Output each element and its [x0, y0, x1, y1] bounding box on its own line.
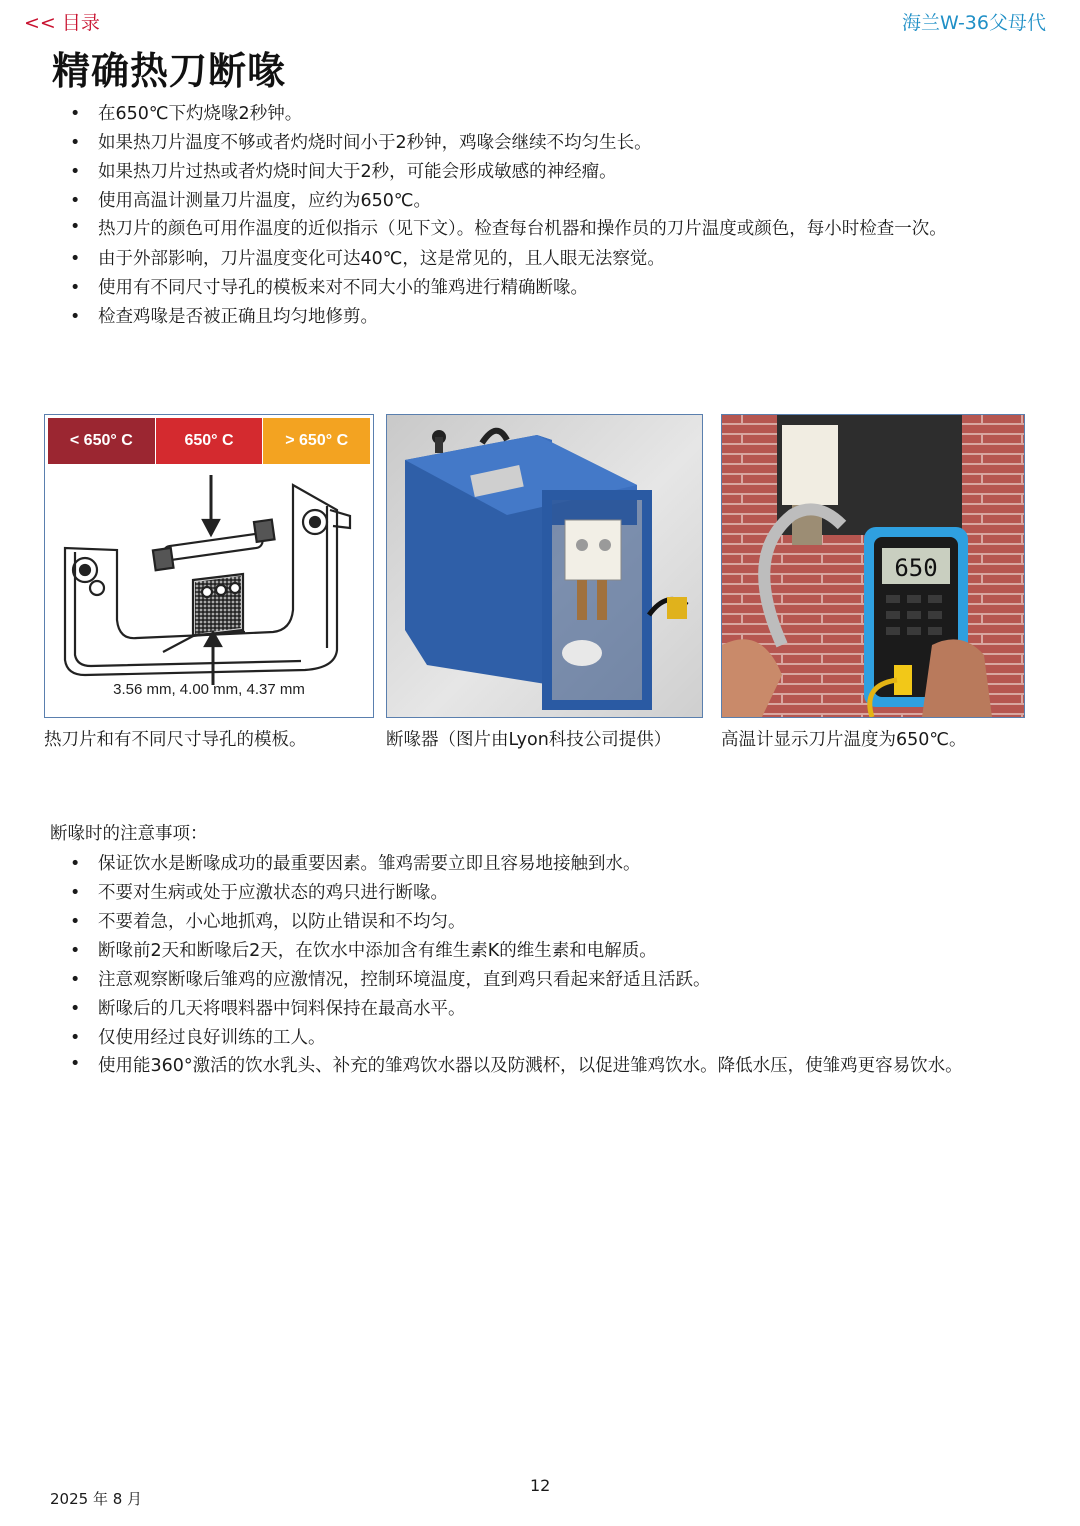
list-item: • 使用有不同尺寸导孔的模板来对不同大小的雏鸡进行精确断喙。	[70, 274, 1040, 303]
toc-link[interactable]: << 目录	[24, 12, 100, 34]
pyrometer-reading: 650	[894, 554, 938, 582]
temp-cell-target: 650° C	[156, 418, 264, 464]
guide-hole-dimensions: 3.56 mm, 4.00 mm, 4.37 mm	[113, 681, 305, 698]
list-item: • 如果热刀片过热或者灼烧时间大于2秒，可能会形成敏感的神经瘤。	[70, 158, 1040, 187]
list-item: • 注意观察断喙后雏鸡的应激情况，控制环境温度，直到鸡只看起来舒适且活跃。	[70, 966, 1040, 995]
list-item: • 使用能360°激活的饮水乳头、补充的雏鸡饮水器以及防溅杯，以促进雏鸡饮水。降低水压，使雏鸡更容易饮水。	[70, 1053, 1040, 1078]
list-item: • 不要对生病或处于应激状态的鸡只进行断喙。	[70, 879, 1040, 908]
list-item: • 热刀片的颜色可用作温度的近似指示（见下文）。检查每台机器和操作员的刀片温度或颜色，每小时检查一次。	[70, 216, 1040, 241]
list-item: • 在650℃下灼烧喙2秒钟。	[70, 100, 1040, 129]
page-title: 精确热刀断喙	[52, 49, 287, 93]
temperature-color-bar	[48, 418, 370, 464]
blade-template-drawing	[45, 470, 373, 690]
header-brand: 海兰W-36父母代	[901, 12, 1046, 34]
figure-pyrometer-photo	[721, 414, 1025, 718]
list-item: • 不要着急，小心地抓鸡，以防止错误和不均匀。	[70, 908, 1040, 937]
caption-pyrometer: 高温计显示刀片温度为650℃。	[721, 730, 967, 750]
bullet-list-procedure	[70, 100, 1040, 332]
pyrometer-illustration	[722, 415, 1024, 717]
list-item: • 如果热刀片温度不够或者灼烧时间小于2秒钟，鸡喙会继续不均匀生长。	[70, 129, 1040, 158]
section-heading-precautions: 断喙时的注意事项：	[50, 824, 208, 844]
list-item: • 仅使用经过良好训练的工人。	[70, 1024, 1040, 1053]
list-item: • 使用高温计测量刀片温度，应约为650℃。	[70, 187, 1040, 216]
list-item: • 保证饮水是断喙成功的最重要因素。雏鸡需要立即且容易地接触到水。	[70, 850, 1040, 879]
temp-cell-high: > 650° C	[263, 418, 370, 464]
caption-blade-template: 热刀片和有不同尺寸导孔的模板。	[44, 730, 307, 750]
list-item: • 断喙前2天和断喙后2天，在饮水中添加含有维生素K的维生素和电解质。	[70, 937, 1040, 966]
page-number: 12	[530, 1476, 551, 1495]
figure-beak-trimmer-photo	[386, 414, 703, 718]
figure-blade-template	[44, 414, 374, 718]
caption-beak-trimmer: 断喙器（图片由Lyon科技公司提供）	[386, 730, 672, 750]
list-item: • 检查鸡喙是否被正确且均匀地修剪。	[70, 303, 1040, 332]
bullet-list-precautions	[70, 850, 1040, 1082]
footer-date: 2025 年 8 月	[50, 1490, 143, 1508]
beak-trimmer-illustration	[387, 415, 702, 717]
list-item: • 由于外部影响，刀片温度变化可达40℃，这是常见的，且人眼无法察觉。	[70, 245, 1040, 274]
temp-cell-low: < 650° C	[48, 418, 156, 464]
list-item: • 断喙后的几天将喂料器中饲料保持在最高水平。	[70, 995, 1040, 1024]
